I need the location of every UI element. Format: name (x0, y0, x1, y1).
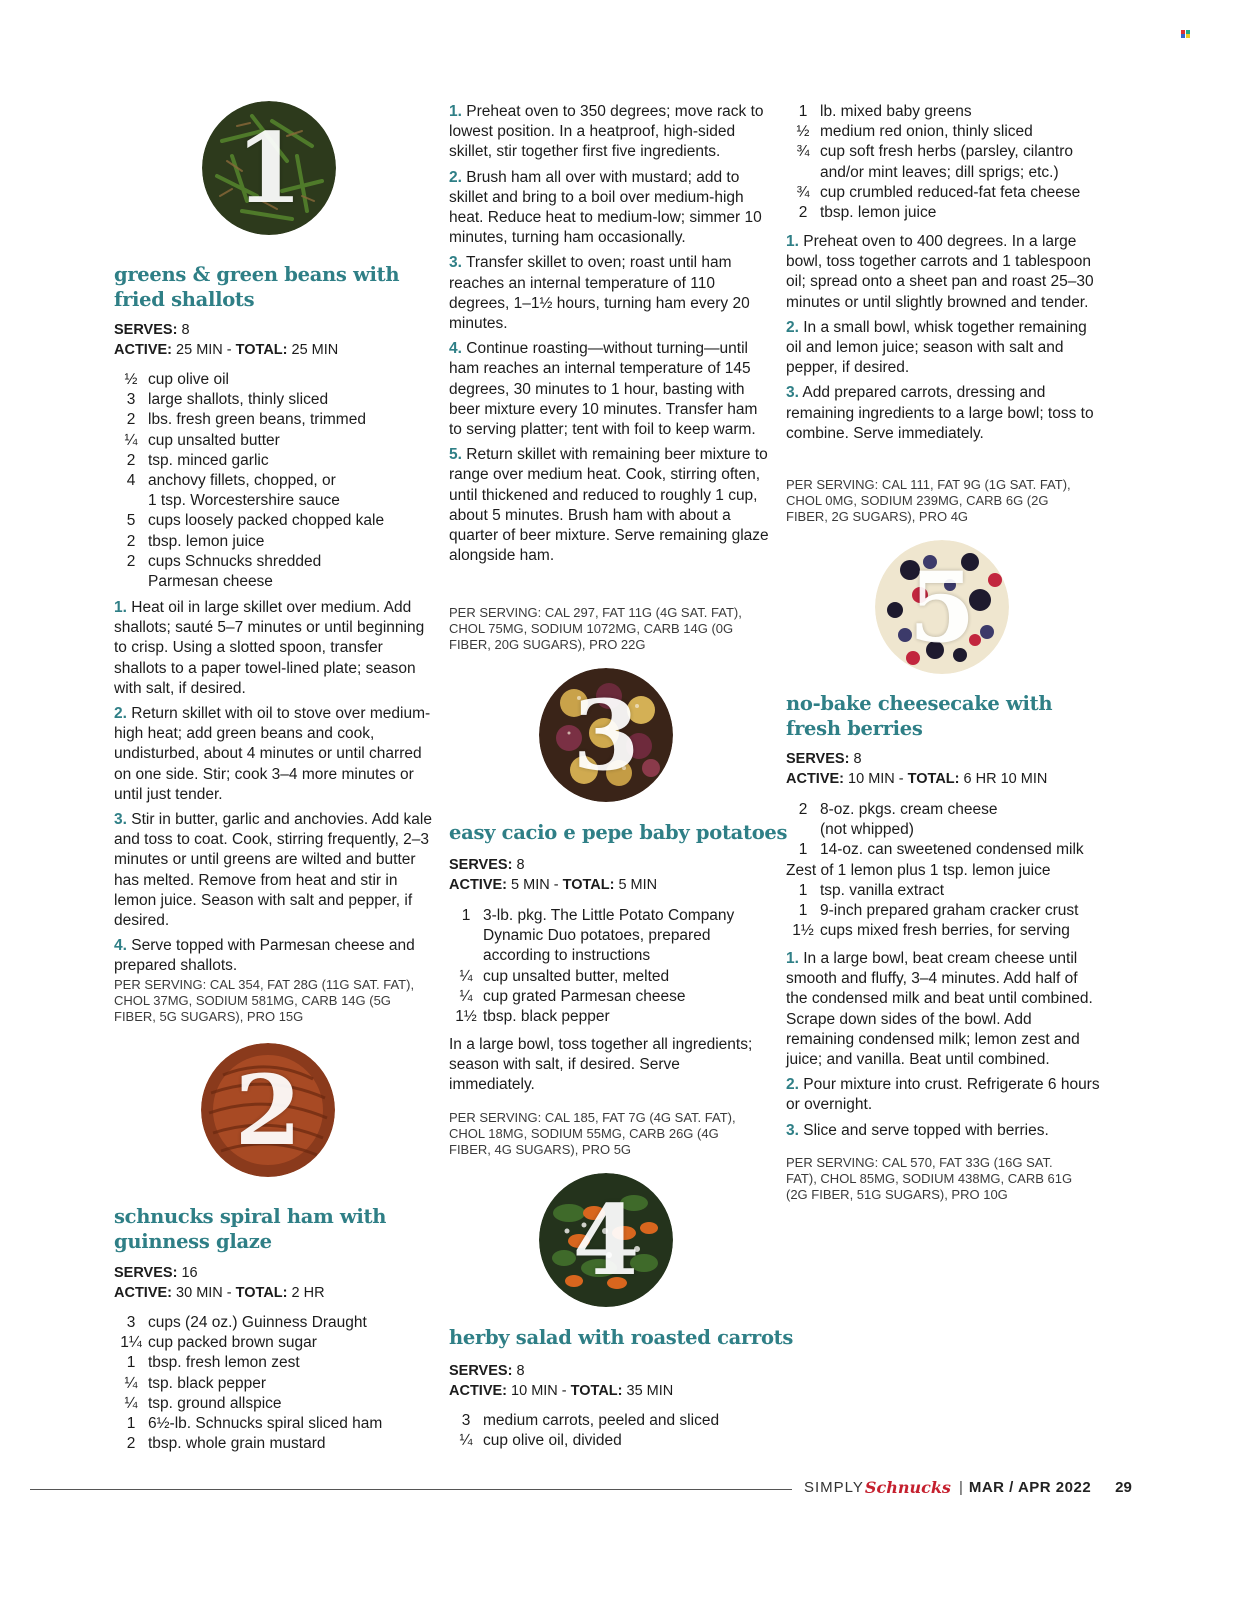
step-text: Serve topped with Parmesan cheese and prepared shallots. (114, 937, 415, 975)
recipe-3-method-text: In a large bowl, toss together all ingredients; season with salt, if desired. Serve immediately. (449, 1036, 753, 1094)
ingredient-row (114, 1394, 444, 1414)
ingredient-text: 9-inch prepared graham cracker crust (820, 902, 1079, 920)
ingredient-quantity: 1½ (792, 922, 814, 940)
ingredient-row (786, 861, 1116, 881)
recipe-3-nutrition: PER SERVING: CAL 185, FAT 7G (4G SAT. FAT), CHOL 18MG, SODIUM 55MG, CARB 26G (4G FIBER, 4G SUGARS), PRO 5G (449, 1110, 736, 1158)
serves-label: SERVES: (114, 322, 178, 338)
ingredient-text: 3-lb. pkg. The Little Potato Company (483, 907, 735, 924)
step-text: Stir in butter, garlic and anchovies. Add kale and toss to coat. Cook, stirring frequently, 2–3 minutes or until greens are wilted and butter has melted. Remove from heat and stir in lemon juice. Season with salt and pepper, if desired. (114, 811, 432, 930)
ingredient-row (114, 1414, 444, 1434)
step-4 (449, 339, 769, 440)
ingredient-quantity: 2 (126, 532, 136, 550)
ingredient-text: cup unsalted butter (148, 431, 280, 449)
step-number: 2. (114, 705, 127, 723)
step-2 (786, 318, 1106, 379)
active-value: 5 MIN (511, 877, 550, 893)
ingredient-text: cup crumbled reduced-fat feta cheese (820, 183, 1081, 201)
ingredient-row (449, 1411, 779, 1431)
ingredient-row (786, 163, 1116, 183)
recipe-5-number: 5 (908, 550, 976, 664)
serves-value: 8 (853, 751, 862, 767)
step-1 (786, 232, 1106, 313)
ingredient-text: cups mixed fresh berries, for serving (820, 922, 1070, 940)
ingredient-quantity: ½ (796, 123, 810, 141)
ingredient-quantity: 2 (126, 451, 136, 469)
total-label: TOTAL: (907, 771, 960, 787)
step-1 (449, 102, 769, 163)
ingredient-row (786, 102, 1116, 122)
ingredient-row (114, 552, 444, 572)
serves-label: SERVES: (786, 751, 850, 767)
recipe-2-nutrition: PER SERVING: CAL 297, FAT 11G (4G SAT. FAT), CHOL 75MG, SODIUM 1072MG, CARB 14G (0G FIBER, 20G SUGARS), PRO 22G (449, 605, 742, 653)
recipe-1-title-line-1: greens & green beans with (114, 263, 400, 286)
recipe-1-title (114, 262, 434, 312)
recipe-4-ingredients-part-2 (786, 102, 1116, 223)
ingredient-row (114, 1374, 444, 1394)
step-number: 4. (114, 937, 127, 955)
step-text: Heat oil in large skillet over medium. Add shallots; sauté 5–7 minutes or until beginning to crisp. Using a slotted spoon, transfer shallots to a paper towel-lined plate; season with salt, if desired. (114, 599, 425, 697)
active-label: ACTIVE: (449, 1383, 507, 1399)
footer-brand-logo: Schnucks (864, 1478, 951, 1497)
serves-label: SERVES: (449, 1363, 513, 1379)
recipe-4-nutrition: PER SERVING: CAL 111, FAT 9G (1G SAT. FAT), CHOL 0MG, SODIUM 239MG, CARB 6G (2G FIBER, 2G SUGARS), PRO 4G (786, 477, 1071, 525)
ingredient-quantity: ¾ (796, 183, 810, 201)
ingredient-text: cups Schnucks shredded (148, 552, 322, 570)
ingredient-row (114, 532, 444, 552)
ingredient-quantity: ½ (124, 371, 138, 388)
ingredient-text: cups loosely packed chopped kale (148, 512, 385, 530)
ingredient-quantity: ¼ (124, 1374, 138, 1392)
step-number: 2. (786, 318, 799, 336)
step-text: Continue roasting—without turning—until ham reaches an internal temperature of 145 degrees, 30 minutes to 1 hour, basting with beer mixture every 10 minutes. Transfer ham to serving platter; tent with foil to keep warm. (449, 340, 758, 439)
ingredient-row (114, 451, 444, 471)
recipe-1-photo (202, 101, 336, 235)
ingredient-row (114, 390, 444, 410)
ingredient-row (114, 431, 444, 451)
step-text: In a small bowl, whisk together remaining oil and lemon juice; season with salt and pepper, if desired. (786, 318, 1087, 377)
ingredient-row (114, 471, 444, 491)
step-2 (786, 1075, 1101, 1115)
recipe-5-nutrition: PER SERVING: CAL 570, FAT 33G (16G SAT. FAT), CHOL 85MG, SODIUM 438MG, CARB 61G (2G FIBER, 51G SUGARS), PRO 10G (786, 1155, 1073, 1203)
recipe-4-ingredients-part-1 (449, 1411, 779, 1451)
ingredient-row (114, 1353, 444, 1373)
ingredient-text: cup unsalted butter, melted (483, 967, 670, 985)
ingredient-quantity: 1½ (455, 1008, 477, 1026)
step-text: Brush ham all over with mustard; add to skillet and bring to a boil over medium-high heat. Reduce heat to medium-low; simmer 10 minutes, turning ham occasionally. (449, 168, 762, 247)
ingredient-row (786, 183, 1116, 203)
step-2 (449, 168, 769, 249)
step-number: 3. (449, 254, 462, 272)
recipe-4-title: herby salad with roasted carrots (449, 1326, 794, 1349)
ingredient-quantity: 3 (126, 1314, 136, 1331)
total-label: TOTAL: (235, 342, 288, 358)
ingredient-row (114, 370, 444, 390)
ingredient-text: tsp. minced garlic (148, 451, 269, 469)
ingredient-quantity: ¼ (459, 987, 473, 1005)
ingredient-text: tbsp. black pepper (483, 1008, 610, 1026)
ingredient-text: cup soft fresh herbs (parsley, cilantro (820, 143, 1073, 161)
ingredient-text: Zest of 1 lemon plus 1 tsp. lemon juice (786, 861, 1051, 879)
step-number: 4. (449, 340, 462, 358)
ingredient-text: tsp. ground allspice (148, 1394, 282, 1412)
ingredient-quantity (114, 572, 148, 592)
recipe-2-title-line-2: guinness glaze (114, 1230, 272, 1253)
ingredient-row (114, 1333, 444, 1353)
ingredient-row (786, 122, 1116, 142)
recipe-4-steps (786, 232, 1106, 449)
total-label: TOTAL: (562, 877, 615, 893)
ingredient-text: 1 tsp. Worcestershire sauce (148, 492, 340, 510)
active-value: 30 MIN (176, 1285, 223, 1301)
recipe-3-number: 3 (572, 678, 640, 792)
ingredient-quantity: 2 (126, 552, 136, 570)
serves-value: 8 (181, 322, 190, 338)
recipe-1-title-line-2: fried shallots (114, 288, 255, 311)
recipe-2-number: 2 (234, 1053, 302, 1167)
ingredient-quantity: 4 (126, 472, 136, 490)
ingredient-text: tbsp. lemon juice (820, 204, 937, 222)
step-number: 3. (114, 811, 127, 829)
ingredient-row (786, 901, 1116, 921)
ingredient-quantity: 1 (798, 902, 808, 920)
ingredient-quantity: ¼ (124, 1394, 138, 1412)
step-text: Slice and serve topped with berries. (803, 1121, 1049, 1139)
ingredient-text: tsp. vanilla extract (820, 881, 945, 899)
recipe-2-ingredients (114, 1313, 444, 1454)
ingredient-quantity: 1 (798, 841, 808, 859)
ingredient-text: medium red onion, thinly sliced (820, 123, 1033, 141)
ingredient-row (114, 511, 444, 531)
step-text: Transfer skillet to oven; roast until ham reaches an internal temperature of 110 degrees, 1–1½ hours, turning ham every 20 minutes. (449, 254, 750, 333)
active-label: ACTIVE: (786, 771, 844, 787)
ingredient-text: tsp. black pepper (148, 1374, 267, 1392)
step-3 (449, 253, 769, 334)
recipe-2-meta: SERVES: 16 ACTIVE: 30 MIN - TOTAL: 2 HR (114, 1265, 325, 1301)
corner-mark-icon (1181, 30, 1190, 38)
ingredient-row (114, 410, 444, 430)
serves-value: 16 (181, 1265, 198, 1281)
active-label: ACTIVE: (114, 1285, 172, 1301)
serves-label: SERVES: (449, 857, 513, 873)
ingredient-row (449, 926, 779, 946)
footer-divider: | (958, 1479, 963, 1496)
step-text: Return skillet with oil to stove over medium-high heat; add green beans and cook, undisturbed, about 4 minutes or until charred on one side. Stir; cook 3–4 more minutes or until just tender. (114, 705, 431, 803)
step-number: 1. (114, 599, 127, 616)
recipe-1-steps (114, 598, 432, 982)
ingredient-text: Dynamic Duo potatoes, prepared (483, 927, 711, 945)
step-1 (786, 949, 1101, 1070)
recipe-3-photo (539, 668, 673, 802)
step-3 (114, 810, 432, 931)
total-value: 5 MIN (618, 877, 658, 893)
page-number: 29 (1115, 1479, 1132, 1496)
ingredient-text: cups (24 oz.) Guinness Draught (148, 1314, 367, 1331)
ingredient-row (114, 1313, 444, 1333)
recipe-4-photo (539, 1173, 673, 1307)
ingredient-quantity: ¼ (459, 1432, 473, 1450)
ingredient-text: tbsp. fresh lemon zest (148, 1354, 300, 1372)
ingredient-row (114, 1434, 444, 1454)
ingredient-row (449, 906, 779, 926)
total-value: 2 HR (291, 1285, 325, 1301)
recipe-3-title: easy cacio e pepe baby potatoes (449, 821, 788, 844)
ingredient-text: large shallots, thinly sliced (148, 391, 329, 409)
ingredient-text: lbs. fresh green beans, trimmed (148, 411, 366, 429)
ingredient-row (449, 1431, 779, 1451)
ingredient-row (786, 921, 1116, 941)
ingredient-text: tbsp. lemon juice (148, 532, 265, 550)
ingredient-text: tbsp. whole grain mustard (148, 1435, 326, 1453)
ingredient-row (786, 820, 1116, 840)
ingredient-row (449, 1007, 779, 1027)
ingredient-quantity: 3 (461, 1412, 471, 1429)
active-value: 25 MIN (176, 342, 223, 358)
ingredient-quantity: 1 (798, 881, 808, 899)
footer-rule (30, 1489, 792, 1490)
ingredient-row (786, 881, 1116, 901)
serves-value: 8 (516, 857, 525, 873)
step-number: 3. (786, 1121, 799, 1139)
active-value: 10 MIN (511, 1383, 558, 1399)
ingredient-row (786, 840, 1116, 860)
footer-simply: SIMPLY (804, 1479, 864, 1496)
step-2 (114, 704, 432, 805)
step-text: Preheat oven to 350 degrees; move rack to lowest position. In a heatproof, high-sided skillet, stir together first five ingredients. (449, 103, 764, 161)
ingredient-quantity (449, 926, 483, 946)
ingredient-quantity: 1 (126, 1415, 136, 1433)
ingredient-quantity (786, 820, 820, 840)
ingredient-text: medium carrots, peeled and sliced (483, 1412, 720, 1429)
ingredient-quantity: 3 (126, 391, 136, 409)
total-label: TOTAL: (235, 1285, 288, 1301)
step-text: Pour mixture into crust. Refrigerate 6 hours or overnight. (786, 1076, 1100, 1114)
ingredient-quantity (786, 163, 820, 183)
active-label: ACTIVE: (449, 877, 507, 893)
recipe-3-method (449, 1035, 759, 1101)
ingredient-text: anchovy fillets, chopped, or (148, 472, 336, 490)
total-label: TOTAL: (570, 1383, 623, 1399)
recipe-5-title (786, 691, 1106, 741)
ingredient-quantity: 5 (126, 512, 136, 530)
active-value: 10 MIN (848, 771, 895, 787)
ingredient-row (449, 946, 779, 966)
step-3 (786, 1121, 1101, 1141)
ingredient-text: according to instructions (483, 947, 651, 965)
ingredient-quantity: 1¼ (120, 1334, 142, 1352)
serves-label: SERVES: (114, 1265, 178, 1281)
step-number: 1. (786, 950, 799, 967)
recipe-1-ingredients (114, 370, 444, 592)
ingredient-quantity: 1 (798, 103, 808, 120)
recipe-5-photo (875, 540, 1009, 674)
step-text: In a large bowl, beat cream cheese until smooth and fluffy, 3–4 minutes. Add half of the condensed milk and beat until combined. Scrape down sides of the bowl. Add remaining condensed milk; lemon zest and juice; and vanilla. Beat until combined. (786, 950, 1093, 1069)
active-label: ACTIVE: (114, 342, 172, 358)
step-5 (449, 445, 769, 566)
ingredient-text: 6½-lb. Schnucks spiral sliced ham (148, 1415, 383, 1433)
step-4 (114, 936, 432, 976)
ingredient-quantity: 2 (798, 801, 808, 818)
ingredient-text: 8-oz. pkgs. cream cheese (820, 801, 998, 818)
ingredient-text: (not whipped) (820, 821, 914, 839)
step-number: 2. (449, 168, 462, 186)
recipe-4-meta: SERVES: 8 ACTIVE: 10 MIN - TOTAL: 35 MIN (449, 1363, 674, 1399)
ingredient-quantity: 1 (461, 907, 471, 924)
recipe-3-ingredients (449, 906, 779, 1027)
step-number: 1. (449, 103, 462, 120)
page-footer (804, 1478, 1132, 1497)
ingredient-quantity: 2 (126, 1435, 136, 1453)
step-text: Add prepared carrots, dressing and remaining ingredients to a large bowl; toss to combine. Serve immediately. (786, 384, 1094, 442)
ingredient-quantity: 2 (126, 411, 136, 429)
step-number: 2. (786, 1076, 799, 1094)
ingredient-quantity: ¾ (796, 143, 810, 161)
recipe-5-steps (786, 949, 1101, 1146)
ingredient-row (114, 491, 444, 511)
ingredient-row (786, 203, 1116, 223)
step-number: 5. (449, 446, 462, 464)
recipe-5-ingredients (786, 800, 1116, 941)
recipe-5-title-line-2: fresh berries (786, 717, 923, 740)
ingredient-text: cup packed brown sugar (148, 1334, 317, 1352)
step-text: Preheat oven to 400 degrees. In a large bowl, toss together carrots and 1 tablespoon oil; spread onto a sheet pan and roast 25–30 minutes or until slightly browned and tender. (786, 233, 1094, 311)
ingredient-text: lb. mixed baby greens (820, 103, 972, 120)
ingredient-quantity (449, 946, 483, 966)
step-3 (786, 383, 1106, 444)
ingredient-text: cup grated Parmesan cheese (483, 987, 686, 1005)
recipe-2-steps (449, 102, 769, 571)
ingredient-text: cup olive oil, divided (483, 1432, 622, 1450)
step-number: 1. (786, 233, 799, 250)
recipe-5-title-line-1: no-bake cheesecake with (786, 692, 1053, 715)
recipe-2-title-line-1: schnucks spiral ham with (114, 1205, 387, 1228)
total-value: 25 MIN (291, 342, 339, 358)
ingredient-quantity: 1 (126, 1354, 136, 1372)
total-value: 6 HR 10 MIN (963, 771, 1048, 787)
ingredient-text: 14-oz. can sweetened condensed milk (820, 841, 1084, 859)
recipe-1-nutrition: PER SERVING: CAL 354, FAT 28G (11G SAT. FAT), CHOL 37MG, SODIUM 581MG, CARB 14G (5G FIBER, 5G SUGARS), PRO 15G (114, 977, 415, 1025)
recipe-2-photo (201, 1043, 335, 1177)
recipe-5-meta: SERVES: 8 ACTIVE: 10 MIN - TOTAL: 6 HR 10 MIN (786, 751, 1048, 787)
footer-issue-date: MAR / APR 2022 (968, 1479, 1092, 1496)
recipe-2-title (114, 1204, 434, 1254)
ingredient-text: cup olive oil (148, 371, 229, 388)
recipe-3-meta: SERVES: 8 ACTIVE: 5 MIN - TOTAL: 5 MIN (449, 857, 658, 893)
ingredient-quantity: 2 (798, 204, 808, 222)
step-text: Return skillet with remaining beer mixture to range over medium heat. Cook, stirring often, until thickened and reduced to roughly 1 cup, about 5 minutes. Brush ham with about a quarter of beer mixture. Serve remaining glaze alongside ham. (449, 446, 769, 565)
ingredient-quantity: ¼ (459, 967, 473, 985)
recipe-1-meta: SERVES: 8 ACTIVE: 25 MIN - TOTAL: 25 MIN (114, 322, 339, 358)
ingredient-quantity (114, 491, 148, 511)
ingredient-row (449, 967, 779, 987)
step-1 (114, 598, 432, 699)
serves-value: 8 (516, 1363, 525, 1379)
recipe-1-number: 1 (235, 111, 303, 225)
step-number: 3. (786, 384, 799, 402)
ingredient-quantity: ¼ (124, 431, 138, 449)
recipe-4-number: 4 (572, 1183, 640, 1297)
total-value: 35 MIN (626, 1383, 674, 1399)
ingredient-row (114, 572, 444, 592)
ingredient-text: and/or mint leaves; dill sprigs; etc.) (820, 163, 1059, 181)
ingredient-row (449, 987, 779, 1007)
ingredient-row (786, 142, 1116, 162)
ingredient-text: Parmesan cheese (148, 573, 273, 591)
ingredient-row (786, 800, 1116, 820)
